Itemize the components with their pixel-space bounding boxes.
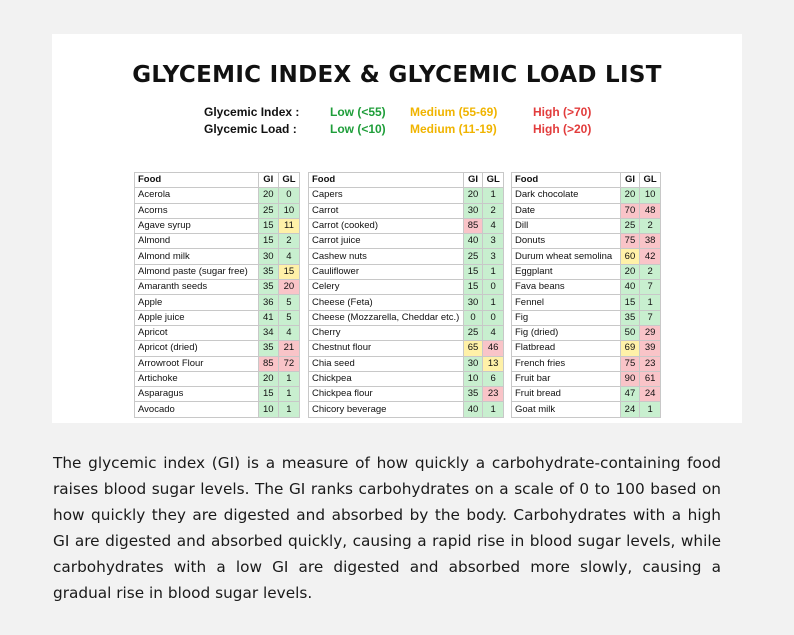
- gi-value: 85: [258, 356, 278, 371]
- table-row: [309, 356, 504, 371]
- gl-value: 29: [640, 325, 661, 340]
- header-gi: GI: [463, 173, 483, 188]
- gi-value: 10: [463, 371, 483, 386]
- gl-value: 20: [278, 280, 299, 295]
- gi-value: 15: [258, 218, 278, 233]
- gl-value: 0: [278, 188, 299, 203]
- gi-value: 25: [463, 325, 483, 340]
- gi-value: 15: [463, 280, 483, 295]
- food-name: Chickpea flour: [309, 387, 464, 402]
- table-row: [135, 341, 300, 356]
- table-row: [135, 371, 300, 386]
- gi-value: 47: [620, 387, 640, 402]
- food-name: Cheese (Feta): [309, 295, 464, 310]
- food-name: Flatbread: [512, 341, 621, 356]
- gi-value: 30: [258, 249, 278, 264]
- legend-gl-high: High (>20): [533, 122, 592, 136]
- table-row: [309, 188, 504, 203]
- table-row: [309, 280, 504, 295]
- gl-value: 15: [278, 264, 299, 279]
- legend-gi: [52, 105, 742, 121]
- table-row: [309, 310, 504, 325]
- food-name: Chicory beverage: [309, 402, 464, 417]
- food-name: Amaranth seeds: [135, 280, 259, 295]
- gi-value: 69: [620, 341, 640, 356]
- gi-value: 15: [463, 264, 483, 279]
- gi-value: 75: [620, 356, 640, 371]
- gl-value: 7: [640, 280, 661, 295]
- gl-value: 10: [640, 188, 661, 203]
- gl-value: 6: [483, 371, 504, 386]
- gi-value: 15: [620, 295, 640, 310]
- table-row: [309, 234, 504, 249]
- gi-value: 30: [463, 356, 483, 371]
- header-gl: GL: [483, 173, 504, 188]
- gi-value: 40: [463, 234, 483, 249]
- table-row: [512, 264, 661, 279]
- gi-value: 70: [620, 203, 640, 218]
- gl-value: 48: [640, 203, 661, 218]
- food-name: Apple: [135, 295, 259, 310]
- food-name: Date: [512, 203, 621, 218]
- food-name: Asparagus: [135, 387, 259, 402]
- table-row: [135, 402, 300, 417]
- food-name: Fig: [512, 310, 621, 325]
- food-name: Almond: [135, 234, 259, 249]
- gi-value: 35: [620, 310, 640, 325]
- gl-value: 10: [278, 203, 299, 218]
- glycemic-list-image: [52, 34, 742, 423]
- header-food: Food: [512, 173, 621, 188]
- gl-value: 38: [640, 234, 661, 249]
- gi-value: 85: [463, 218, 483, 233]
- gl-value: 4: [278, 249, 299, 264]
- gi-value: 20: [258, 371, 278, 386]
- food-name: Almond paste (sugar free): [135, 264, 259, 279]
- food-name: Fig (dried): [512, 325, 621, 340]
- food-name: Apple juice: [135, 310, 259, 325]
- legend-gl-label: Glycemic Load :: [204, 122, 297, 136]
- gi-value: 75: [620, 234, 640, 249]
- food-name: Cherry: [309, 325, 464, 340]
- food-name: Acorns: [135, 203, 259, 218]
- table-row: [512, 234, 661, 249]
- gl-value: 2: [483, 203, 504, 218]
- table-row: [512, 280, 661, 295]
- table-row: [512, 371, 661, 386]
- table-row: [512, 325, 661, 340]
- gi-value: 15: [258, 234, 278, 249]
- gi-value: 40: [463, 402, 483, 417]
- table-row: [512, 188, 661, 203]
- food-name: Chickpea: [309, 371, 464, 386]
- food-name: Cheese (Mozzarella, Cheddar etc.): [309, 310, 464, 325]
- gl-value: 5: [278, 310, 299, 325]
- table-row: [135, 325, 300, 340]
- food-name: Celery: [309, 280, 464, 295]
- gl-value: 42: [640, 249, 661, 264]
- table-row: [309, 341, 504, 356]
- gl-value: 3: [483, 249, 504, 264]
- food-name: Capers: [309, 188, 464, 203]
- gl-value: 1: [640, 295, 661, 310]
- gi-value: 25: [463, 249, 483, 264]
- gl-value: 13: [483, 356, 504, 371]
- gi-value: 40: [620, 280, 640, 295]
- header-gl: GL: [640, 173, 661, 188]
- gi-value: 15: [258, 387, 278, 402]
- food-name: Agave syrup: [135, 218, 259, 233]
- table-row: [512, 218, 661, 233]
- table-row: [309, 371, 504, 386]
- table-row: [512, 356, 661, 371]
- table-row: [135, 280, 300, 295]
- gl-value: 3: [483, 234, 504, 249]
- gl-value: 2: [640, 264, 661, 279]
- gi-value: 35: [258, 264, 278, 279]
- gl-value: 0: [483, 310, 504, 325]
- header-gl: GL: [278, 173, 299, 188]
- description-paragraph: The glycemic index (GI) is a measure of how quickly a carbohydrate-containing food raises blood sugar levels. The GI ranks carbohydrates on a scale of 0 to 100 based on how quickly they are digested and absorbed by the body. Carbohydrates with a high GI are digested and absorbed quickly, causing a rapid rise in blood sugar levels, while carbohydrates with a low GI are digested and absorbed more slowly, causing a gradual rise in blood sugar levels.: [53, 454, 721, 602]
- table-row: [512, 203, 661, 218]
- food-name: Chestnut flour: [309, 341, 464, 356]
- table-row: [135, 356, 300, 371]
- food-table-3: [511, 172, 661, 418]
- food-name: Fruit bar: [512, 371, 621, 386]
- header-gi: GI: [258, 173, 278, 188]
- table-row: [309, 264, 504, 279]
- gl-value: 11: [278, 218, 299, 233]
- gi-value: 50: [620, 325, 640, 340]
- table-row: [309, 218, 504, 233]
- gi-value: 0: [463, 310, 483, 325]
- gl-value: 61: [640, 371, 661, 386]
- table-row: [309, 325, 504, 340]
- food-table-2: [308, 172, 504, 418]
- gl-value: 46: [483, 341, 504, 356]
- legend-gi-high: High (>70): [533, 105, 592, 119]
- food-name: Carrot (cooked): [309, 218, 464, 233]
- gi-value: 35: [258, 341, 278, 356]
- food-name: Artichoke: [135, 371, 259, 386]
- gl-value: 2: [640, 218, 661, 233]
- page-title: GLYCEMIC INDEX & GLYCEMIC LOAD LIST: [132, 62, 662, 88]
- gl-value: 7: [640, 310, 661, 325]
- gl-value: 23: [640, 356, 661, 371]
- table-row: [135, 387, 300, 402]
- table-row: [135, 249, 300, 264]
- table-row: [135, 218, 300, 233]
- legend-gi-medium: Medium (55-69): [410, 105, 498, 119]
- gl-value: 2: [278, 234, 299, 249]
- food-name: Carrot juice: [309, 234, 464, 249]
- gl-value: 1: [483, 295, 504, 310]
- table-row: [309, 295, 504, 310]
- food-name: Cashew nuts: [309, 249, 464, 264]
- table-row: [512, 402, 661, 417]
- table-row: [309, 387, 504, 402]
- gi-value: 35: [463, 387, 483, 402]
- gi-value: 34: [258, 325, 278, 340]
- food-name: Carrot: [309, 203, 464, 218]
- gi-value: 65: [463, 341, 483, 356]
- gl-value: 4: [483, 325, 504, 340]
- table-row: [309, 249, 504, 264]
- gl-value: 4: [483, 218, 504, 233]
- legend-gi-low: Low (<55): [330, 105, 386, 119]
- table-row: [135, 234, 300, 249]
- gl-value: 72: [278, 356, 299, 371]
- food-name: Eggplant: [512, 264, 621, 279]
- gl-value: 5: [278, 295, 299, 310]
- table-row: [309, 402, 504, 417]
- table-row: [512, 310, 661, 325]
- food-name: Apricot (dried): [135, 341, 259, 356]
- table-row: [512, 387, 661, 402]
- food-name: Goat milk: [512, 402, 621, 417]
- legend-gl: [52, 122, 742, 138]
- gi-value: 60: [620, 249, 640, 264]
- table-row: [512, 249, 661, 264]
- food-name: Dark chocolate: [512, 188, 621, 203]
- food-name: Arrowroot Flour: [135, 356, 259, 371]
- food-name: Almond milk: [135, 249, 259, 264]
- food-name: Avocado: [135, 402, 259, 417]
- gl-value: 1: [278, 387, 299, 402]
- header-food: Food: [309, 173, 464, 188]
- gi-value: 25: [620, 218, 640, 233]
- table-row: [135, 264, 300, 279]
- legend-gl-medium: Medium (11-19): [410, 122, 497, 136]
- food-table-1: [134, 172, 300, 418]
- header-gi: GI: [620, 173, 640, 188]
- table-row: [135, 188, 300, 203]
- gl-value: 1: [640, 402, 661, 417]
- gi-value: 10: [258, 402, 278, 417]
- gi-value: 30: [463, 203, 483, 218]
- table-row: [135, 295, 300, 310]
- gi-value: 25: [258, 203, 278, 218]
- food-name: Chia seed: [309, 356, 464, 371]
- food-name: Donuts: [512, 234, 621, 249]
- food-name: Fruit bread: [512, 387, 621, 402]
- gi-value: 30: [463, 295, 483, 310]
- gi-value: 20: [463, 188, 483, 203]
- gl-value: 0: [483, 280, 504, 295]
- gl-value: 39: [640, 341, 661, 356]
- table-row: [512, 341, 661, 356]
- gi-value: 41: [258, 310, 278, 325]
- gi-value: 35: [258, 280, 278, 295]
- gl-value: 24: [640, 387, 661, 402]
- food-name: Apricot: [135, 325, 259, 340]
- food-name: Acerola: [135, 188, 259, 203]
- table-row: [512, 295, 661, 310]
- gl-value: 4: [278, 325, 299, 340]
- food-name: Cauliflower: [309, 264, 464, 279]
- gi-value: 24: [620, 402, 640, 417]
- header-food: Food: [135, 173, 259, 188]
- gi-value: 20: [258, 188, 278, 203]
- gi-value: 20: [620, 188, 640, 203]
- legend-gi-label: Glycemic Index :: [204, 105, 300, 119]
- gi-value: 20: [620, 264, 640, 279]
- legend-gl-low: Low (<10): [330, 122, 386, 136]
- gi-value: 36: [258, 295, 278, 310]
- gl-value: 1: [278, 402, 299, 417]
- gl-value: 21: [278, 341, 299, 356]
- gl-value: 1: [483, 188, 504, 203]
- food-name: French fries: [512, 356, 621, 371]
- food-name: Fava beans: [512, 280, 621, 295]
- gi-value: 90: [620, 371, 640, 386]
- gl-value: 1: [278, 371, 299, 386]
- gl-value: 23: [483, 387, 504, 402]
- food-name: Durum wheat semolina: [512, 249, 621, 264]
- table-row: [135, 310, 300, 325]
- gl-value: 1: [483, 402, 504, 417]
- food-name: Fennel: [512, 295, 621, 310]
- food-name: Dill: [512, 218, 621, 233]
- table-row: [309, 203, 504, 218]
- gl-value: 1: [483, 264, 504, 279]
- table-row: [135, 203, 300, 218]
